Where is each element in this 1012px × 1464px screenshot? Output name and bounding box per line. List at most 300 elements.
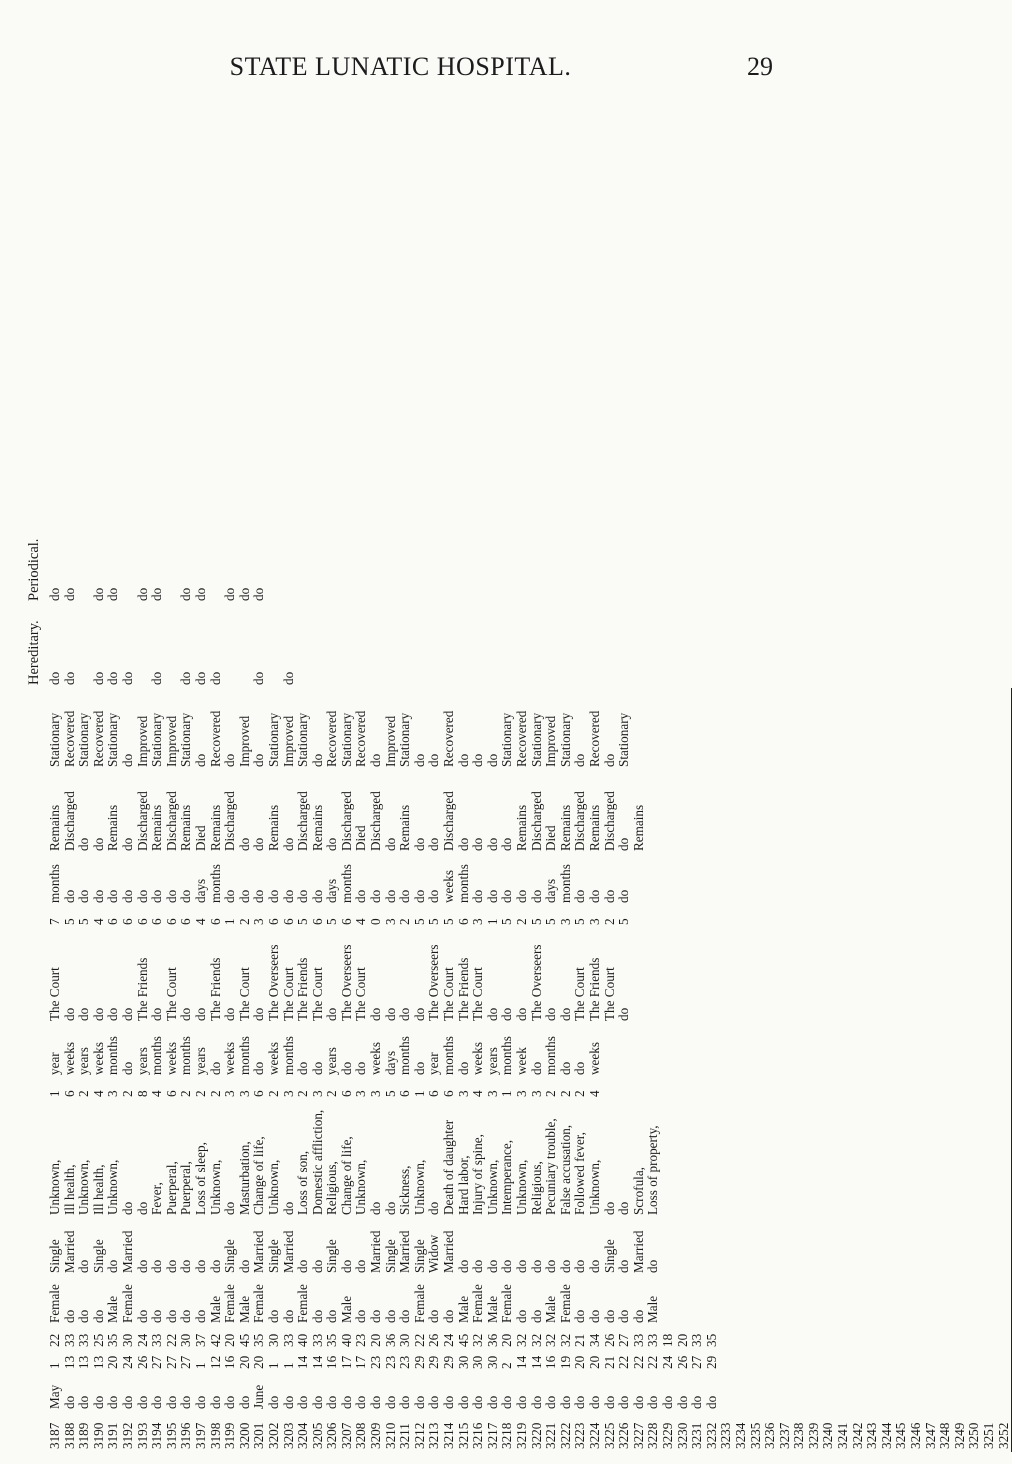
table-cell: Single — [47, 1239, 62, 1273]
col-hereditary — [20, 604, 1012, 688]
table-cell: months — [47, 864, 62, 903]
table-cell: Stationary — [397, 712, 413, 767]
table-cell: do — [222, 1201, 238, 1215]
table-cell: 6 — [280, 918, 296, 925]
table-cell: weeks — [265, 1042, 281, 1075]
table-cell: do — [353, 1259, 369, 1273]
table-cell: do — [295, 889, 311, 903]
table-cell: 30 — [470, 1355, 486, 1369]
table-cell: The Court — [441, 967, 457, 1021]
table-cell: do — [61, 671, 77, 685]
table-cell: Puerperal, — [163, 1161, 179, 1215]
table-cell: 6 — [338, 1090, 354, 1097]
table-cell: do — [119, 1007, 135, 1021]
table-cell: do — [470, 837, 486, 851]
table-cell: do — [630, 1309, 646, 1323]
table-cell: The Court — [236, 967, 252, 1021]
table-cell: Change of life, — [251, 1136, 267, 1215]
table-cell: 3214 — [441, 1422, 457, 1449]
table-cell: 30 — [119, 1333, 135, 1347]
table-cell: years — [76, 1047, 92, 1075]
table-cell: do — [251, 837, 267, 851]
table-cell: 3194 — [149, 1422, 165, 1449]
table-cell: do — [368, 753, 384, 767]
table-cell: do — [353, 1309, 369, 1323]
table-cell: do — [528, 1259, 544, 1273]
table-cell: Improved — [382, 715, 398, 767]
table-cell: 3204 — [295, 1422, 311, 1449]
table-cell — [296, 604, 311, 685]
table-cell: do — [499, 1395, 515, 1409]
table-cell: 5 — [616, 918, 632, 925]
table-cell: 6 — [105, 918, 121, 925]
table-cell: do — [572, 1309, 588, 1323]
table-cell: days — [324, 878, 340, 903]
table-cell: do — [601, 1309, 617, 1323]
table-cell: 3242 — [849, 1422, 865, 1449]
table-cell: 5 — [324, 918, 340, 925]
table-cell: 4 — [586, 1090, 602, 1097]
table-cell: do — [163, 1259, 179, 1273]
table-cell: do — [119, 671, 135, 685]
table-cell: do — [134, 587, 150, 601]
table-cell: 42 — [207, 1333, 223, 1347]
table-cell: do — [645, 1395, 661, 1409]
table-cell: 40 — [295, 1333, 311, 1347]
table-cell: 30 — [397, 1333, 413, 1347]
table-cell: Remains — [586, 804, 602, 851]
table-cell: Discharged — [163, 791, 179, 851]
col-periodical — [20, 530, 1012, 604]
table-cell: weeks — [163, 1042, 179, 1075]
table-cell: Married — [397, 1230, 413, 1273]
table-cell: do — [251, 1007, 267, 1021]
table-cell: 3229 — [659, 1422, 675, 1449]
table-cell: Recovered — [61, 710, 77, 767]
table-cell: months — [338, 864, 354, 903]
table-cell: The Friends — [134, 957, 150, 1021]
col-time-unit — [20, 854, 1012, 906]
table-cell: do — [324, 1007, 340, 1021]
table-cell: 2 — [499, 1362, 515, 1369]
table-cell: years — [484, 1047, 500, 1075]
hereditary-header: Hereditary. — [26, 620, 42, 685]
table-cell: 3219 — [514, 1422, 529, 1449]
table-cell: 2 — [207, 1090, 223, 1097]
table-cell: do — [616, 1309, 632, 1323]
table-cell: 4 — [90, 918, 106, 925]
col-duration-unit — [20, 1024, 1012, 1078]
table-cell: 3196 — [178, 1422, 194, 1449]
table-cell: Pecuniary trouble, — [543, 1118, 559, 1215]
table-cell: 30 — [178, 1333, 194, 1347]
table-cell: Female — [222, 1284, 238, 1323]
table-cell: do — [178, 889, 194, 903]
table-cell: do — [382, 837, 398, 851]
table-cell: do — [528, 889, 544, 903]
table-cell: 17 — [338, 1355, 354, 1369]
table-cell: do — [192, 587, 208, 601]
table-cell: 20 — [251, 1355, 267, 1369]
table-cell: do — [368, 1395, 384, 1409]
table-cell: do — [76, 889, 92, 903]
table-cell: do — [514, 1007, 529, 1021]
table-cell: Discharged — [222, 791, 238, 851]
table-cell: Married — [368, 1230, 384, 1273]
table-cell: Discharged — [61, 791, 77, 851]
table-cell: 3212 — [411, 1422, 427, 1449]
table-cell: weeks — [586, 1042, 602, 1075]
table-cell: do — [382, 889, 398, 903]
table-cell: do — [499, 1007, 515, 1021]
table-cell: 3195 — [163, 1422, 179, 1449]
table-cell: do — [455, 753, 471, 767]
table-cell: 27 — [178, 1355, 194, 1369]
table-cell: do — [90, 1395, 106, 1409]
table-cell: 35 — [105, 1333, 121, 1347]
table-cell: Stationary — [265, 712, 281, 767]
table-cell: Died — [192, 825, 208, 851]
table-cell: 3232 — [703, 1422, 719, 1449]
table-cell: 3227 — [630, 1422, 646, 1449]
col-time-in-hospital — [20, 906, 1012, 928]
table-cell: 3241 — [835, 1422, 851, 1449]
table-cell: Discharged — [441, 791, 457, 851]
table-cell: do — [149, 587, 165, 601]
col-supposed-cause — [20, 1100, 1012, 1218]
table-cell: do — [47, 587, 62, 601]
table-cell: 3218 — [499, 1422, 515, 1449]
table-cell: 6 — [149, 918, 165, 925]
table-cell: 33 — [630, 1333, 646, 1347]
table-cell: do — [382, 1309, 398, 1323]
table-cell: do — [222, 753, 238, 767]
table-cell: do — [514, 889, 529, 903]
table-cell: do — [353, 1061, 369, 1075]
table-cell: do — [397, 1007, 413, 1021]
col-committed-by — [20, 928, 1012, 1024]
table-cell: do — [616, 837, 632, 851]
table-cell: 14 — [528, 1355, 544, 1369]
table-cell: 1 — [484, 918, 500, 925]
table-cell: 1 — [265, 1362, 281, 1369]
table-cell: 3207 — [338, 1422, 354, 1449]
table-cell: 6 — [178, 918, 194, 925]
table-cell: do — [119, 889, 135, 903]
table-cell: do — [368, 1007, 384, 1021]
table-cell: 35 — [703, 1333, 719, 1347]
table-cell: 4 — [192, 918, 208, 925]
table-cell: 3 — [353, 1090, 369, 1097]
table-cell: do — [105, 1007, 121, 1021]
table-cell: do — [543, 1007, 559, 1021]
table-cell: Intemperance, — [499, 1139, 515, 1215]
table-cell: 3223 — [572, 1422, 588, 1449]
table-cell: 3231 — [689, 1422, 705, 1449]
table-cell: months — [397, 1036, 413, 1075]
table-cell: 21 — [601, 1355, 617, 1369]
table-cell — [136, 604, 151, 685]
table-cell: days — [382, 1050, 398, 1075]
table-cell: Married — [119, 1230, 135, 1273]
table-cell: The Friends — [207, 957, 223, 1021]
table-cell: Discharged — [601, 791, 617, 851]
table-cell: do — [324, 1309, 340, 1323]
table-cell: 26 — [674, 1355, 690, 1369]
table-cell: 30 — [455, 1355, 471, 1369]
table-cell: do — [251, 753, 267, 767]
table-cell: do — [528, 1395, 544, 1409]
table-cell: do — [499, 837, 515, 851]
table-cell: 26 — [134, 1355, 150, 1369]
table-cell: week — [514, 1047, 529, 1075]
table-cell: do — [192, 1309, 208, 1323]
table-cell: 22 — [47, 1333, 62, 1347]
col-result — [20, 770, 1012, 854]
table-cell: 2 — [572, 1090, 588, 1097]
table-cell: 5 — [441, 918, 457, 925]
table-cell: Remains — [514, 804, 529, 851]
table-cell: do — [280, 889, 296, 903]
table-cell: do — [397, 1309, 413, 1323]
table-cell: Widow — [426, 1234, 442, 1273]
table-cell: do — [455, 1259, 471, 1273]
table-cell: Change of life, — [338, 1136, 354, 1215]
table-cell: The Court — [353, 967, 369, 1021]
table-cell: do — [514, 1395, 529, 1409]
table-cell: 22 — [411, 1333, 427, 1347]
table-cell: 3221 — [543, 1422, 559, 1449]
table-cell: Male — [645, 1295, 661, 1323]
table-cell: 29 — [703, 1355, 719, 1369]
table-cell: do — [236, 587, 252, 601]
table-cell: Unknown, — [76, 1159, 92, 1215]
table-cell: Sickness, — [397, 1165, 413, 1215]
table-cell: do — [338, 1395, 354, 1409]
table-cell: do — [222, 889, 238, 903]
table-cell: do — [338, 1061, 354, 1075]
table-cell — [223, 604, 238, 685]
table-cell: 21 — [572, 1333, 588, 1347]
table-cell: Male — [455, 1295, 471, 1323]
table-cell: Female — [557, 1284, 573, 1323]
table-cell: weeks — [61, 1042, 77, 1075]
table-cell: do — [207, 1259, 223, 1273]
table-cell: 1 — [47, 1362, 62, 1369]
table-cell: Single — [222, 1239, 238, 1273]
table-cell: months — [557, 864, 573, 903]
table-cell: Recovered — [514, 710, 529, 767]
table-cell: Stationary — [295, 712, 311, 767]
table-cell: 3 — [382, 918, 398, 925]
table-cell: 3 — [557, 918, 573, 925]
table-cell: 3216 — [470, 1422, 486, 1449]
table-cell: The Court — [601, 967, 617, 1021]
table-cell: 3234 — [732, 1422, 748, 1449]
table-cell: do — [426, 889, 442, 903]
table-cell: Unknown, — [411, 1159, 427, 1215]
table-cell: Remains — [557, 804, 573, 851]
table-cell: do — [90, 837, 106, 851]
table-cell: do — [543, 1259, 559, 1273]
table-cell: 2 — [236, 918, 252, 925]
table-cell: do — [61, 1309, 77, 1323]
table-cell: 3240 — [820, 1422, 836, 1449]
table-cell: 3236 — [762, 1422, 778, 1449]
table-cell: months — [280, 1036, 296, 1075]
table-cell: do — [149, 1259, 165, 1273]
table-cell: Discharged — [528, 791, 544, 851]
table-cell: 23 — [368, 1355, 384, 1369]
table-cell: do — [382, 1201, 398, 1215]
periodical-header: Periodical. — [26, 538, 42, 601]
table-cell: 3 — [484, 1090, 500, 1097]
table-cell: 23 — [353, 1333, 369, 1347]
table-cell: do — [528, 1309, 544, 1323]
table-cell: Loss of sleep, — [192, 1142, 208, 1215]
table-cell: do — [353, 889, 369, 903]
table-cell: Improved — [280, 715, 296, 767]
table-cell: 20 — [236, 1355, 252, 1369]
table-cell: do — [397, 1395, 413, 1409]
table-cell: 6 — [119, 918, 135, 925]
table-cell: do — [674, 1395, 690, 1409]
table-cell: 3217 — [484, 1422, 500, 1449]
table-cell: do — [295, 1061, 311, 1075]
table-cell: Stationary — [499, 712, 515, 767]
table-cell: 3192 — [119, 1422, 135, 1449]
table-cell: 3191 — [105, 1422, 121, 1449]
table-cell: do — [61, 1395, 77, 1409]
table-cell: 3238 — [791, 1422, 807, 1449]
table-cell: do — [470, 753, 486, 767]
table-cell: do — [280, 671, 296, 685]
table-cell: Female — [295, 1284, 311, 1323]
table-cell: 27 — [689, 1355, 705, 1369]
table-cell — [121, 530, 136, 601]
table-cell: 45 — [236, 1333, 252, 1347]
table-cell: Married — [441, 1230, 457, 1273]
table-cell: do — [119, 1061, 135, 1075]
table-cell: do — [586, 1259, 602, 1273]
table-cell: 3188 — [61, 1422, 77, 1449]
table-cell: 2 — [265, 1090, 281, 1097]
table-cell: 33 — [689, 1333, 705, 1347]
table-cell: do — [353, 1395, 369, 1409]
table-cell: do — [572, 1259, 588, 1273]
table-cell: Female — [411, 1284, 427, 1323]
table-cell: Stationary — [338, 712, 354, 767]
table-cell: do — [484, 1259, 500, 1273]
col-number — [20, 1412, 1012, 1452]
table-cell: 3224 — [586, 1422, 602, 1449]
table-cell — [267, 604, 282, 685]
table-cell: Recovered — [586, 710, 602, 767]
table-cell: Religious, — [528, 1161, 544, 1215]
table-cell: Female — [470, 1284, 486, 1323]
table-cell: do — [207, 1061, 223, 1075]
table-cell: 26 — [426, 1333, 442, 1347]
page-number: 29 — [747, 52, 773, 81]
table-cell: The Court — [280, 967, 296, 1021]
table-cell: do — [689, 1395, 705, 1409]
table-cell: do — [163, 889, 179, 903]
table-cell: 6 — [338, 918, 354, 925]
table-cell: 2 — [397, 918, 413, 925]
table-cell: 3211 — [397, 1423, 413, 1449]
table-cell: do — [426, 1309, 442, 1323]
table-cell: weeks — [368, 1042, 384, 1075]
table-cell: do — [616, 1259, 632, 1273]
rotated-table — [20, 100, 1011, 1452]
table-cell: 6 — [163, 918, 179, 925]
table-cell: 16 — [543, 1355, 559, 1369]
table-cell: do — [557, 1395, 573, 1409]
table-cell: 26 — [601, 1333, 617, 1347]
table-cell: 6 — [265, 918, 281, 925]
table-cell: 3 — [105, 1090, 121, 1097]
table-cell: Fever, — [149, 1182, 165, 1215]
table-cell: 2 — [557, 1090, 573, 1097]
table-cell: do — [119, 1395, 135, 1409]
table-cell: do — [163, 1395, 179, 1409]
table-cell: 2 — [601, 918, 617, 925]
table-cell: do — [572, 753, 588, 767]
table-cell: 3228 — [645, 1422, 661, 1449]
table-cell: do — [76, 837, 92, 851]
table-cell: do — [90, 1007, 106, 1021]
table-cell: 3213 — [426, 1422, 442, 1449]
table-cell: Ill health, — [61, 1164, 77, 1215]
table-cell: 36 — [382, 1333, 398, 1347]
table-cell: years — [324, 1047, 340, 1075]
table-cell: 29 — [441, 1355, 457, 1369]
table-cell: Domestic affliction, — [309, 1109, 325, 1215]
col-condition — [20, 688, 1012, 770]
table-cell: do — [178, 1259, 194, 1273]
table-cell: 14 — [309, 1355, 325, 1369]
table-cell: 22 — [616, 1355, 632, 1369]
table-cell: 16 — [324, 1355, 340, 1369]
table-cell: Improved — [236, 715, 252, 767]
table-cell: months — [105, 1036, 121, 1075]
table-cell: Remains — [47, 804, 62, 851]
table-cell: do — [149, 889, 165, 903]
table-cell: Masturbation, — [236, 1141, 252, 1215]
table-cell: Single — [324, 1239, 340, 1273]
table-cell: do — [455, 837, 471, 851]
table-cell: 5 — [295, 918, 311, 925]
table-cell: 2 — [192, 1090, 208, 1097]
table-cell: do — [543, 1395, 559, 1409]
table-cell: years — [134, 1047, 150, 1075]
table-cell: Remains — [309, 804, 325, 851]
table-cell: do — [178, 1309, 194, 1323]
table-cell: 6 — [397, 1090, 413, 1097]
table-cell: months — [207, 864, 223, 903]
table-cell: months — [499, 1036, 515, 1075]
table-cell: do — [616, 889, 632, 903]
table-cell: Unknown, — [105, 1159, 121, 1215]
table-cell: do — [280, 1201, 296, 1215]
table-cell: 22 — [645, 1355, 661, 1369]
table-cell: The Overseers — [528, 944, 544, 1021]
table-cell: do — [324, 1395, 340, 1409]
table-cell: 35 — [324, 1333, 340, 1347]
table-cell — [165, 604, 180, 685]
table-cell: Male — [207, 1295, 223, 1323]
table-cell: The Overseers — [265, 944, 281, 1021]
